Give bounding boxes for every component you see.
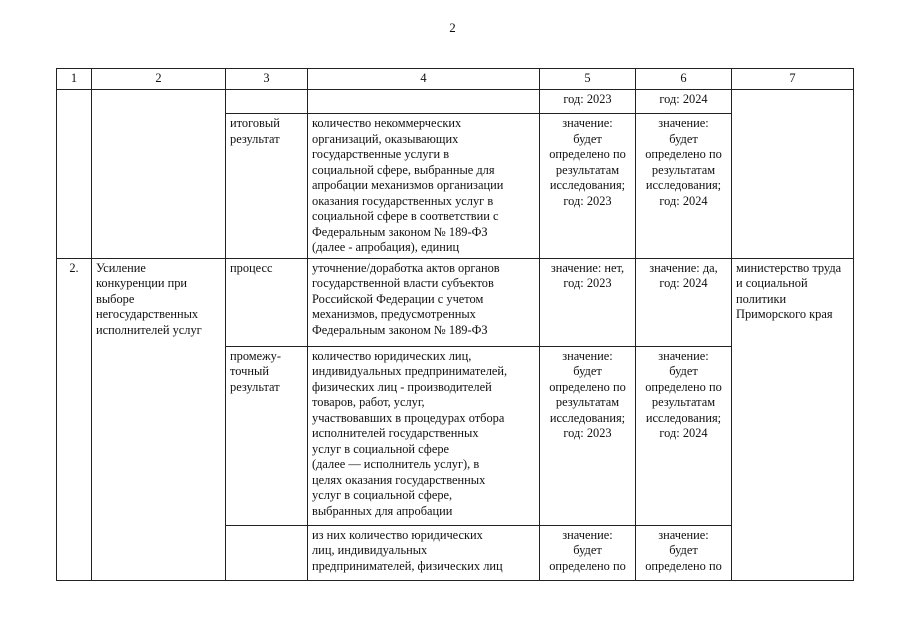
- cell-result-type: процесс: [226, 258, 308, 346]
- header-cell: 3: [226, 69, 308, 90]
- cell-value-2023: значение: будет определено по результатам исследования; год: 2023: [540, 346, 636, 525]
- cell-value-2024: год: 2024: [636, 90, 732, 114]
- cell-number: [57, 90, 92, 259]
- header-cell: 4: [308, 69, 540, 90]
- cell-indicator: [308, 90, 540, 114]
- cell-value-2023: значение: будет определено по: [540, 525, 636, 580]
- cell-measure: [92, 90, 226, 259]
- cell-value-2024: значение: да, год: 2024: [636, 258, 732, 346]
- cell-result-type: [226, 525, 308, 580]
- cell-value-2024: значение: будет определено по результатам исследования; год: 2024: [636, 114, 732, 259]
- cell-result-type: промежу- точный результат: [226, 346, 308, 525]
- cell-value-2024: значение: будет определено по: [636, 525, 732, 580]
- cell-result-type: [226, 90, 308, 114]
- cell-value-2023: год: 2023: [540, 90, 636, 114]
- header-cell: 1: [57, 69, 92, 90]
- cell-indicator: уточнение/доработка актов органов государственной власти субъектов Российской Федерации с учетом механизмов, предусмотренных Федеральным законом № 189-ФЗ: [308, 258, 540, 346]
- table-header-row: [57, 69, 854, 90]
- cell-measure: Усиление конкуренции при выборе негосударственных исполнителей услуг: [92, 258, 226, 580]
- header-cell: 7: [732, 69, 854, 90]
- header-cell: 5: [540, 69, 636, 90]
- cell-value-2023: значение: нет, год: 2023: [540, 258, 636, 346]
- header-cell: 2: [92, 69, 226, 90]
- header-cell: 6: [636, 69, 732, 90]
- cell-number: 2.: [57, 258, 92, 580]
- cell-responsible: [732, 90, 854, 259]
- cell-value-2023: значение: будет определено по результатам исследования; год: 2023: [540, 114, 636, 259]
- cell-indicator: количество некоммерческих организаций, оказывающих государственные услуги в социальной сфере, выбранные для апробации механизмов организации оказания государственных услуг в социальной сфере в соответствии с Федеральным законом № 189-ФЗ (далее - апробация), единиц: [308, 114, 540, 259]
- cell-responsible: министерство труда и социальной политики Приморского края: [732, 258, 854, 580]
- table-row-process: [57, 258, 854, 346]
- cell-indicator: из них количество юридических лиц, индивидуальных предпринимателей, физических лиц: [308, 525, 540, 580]
- table-row-continuation: [57, 90, 854, 114]
- cell-indicator: количество юридических лиц, индивидуальных предпринимателей, физических лиц - производителей товаров, работ, услуг, участвовавших в процедурах отбора исполнителей государственных услуг в социальной сфере (далее — исполнитель услуг), в целях оказания государственных услуг в социальной сфере, выбранных для апробации: [308, 346, 540, 525]
- results-table: [56, 68, 854, 581]
- cell-result-type: итоговый результат: [226, 114, 308, 259]
- page-number: 2: [449, 20, 456, 35]
- cell-value-2024: значение: будет определено по результатам исследования; год: 2024: [636, 346, 732, 525]
